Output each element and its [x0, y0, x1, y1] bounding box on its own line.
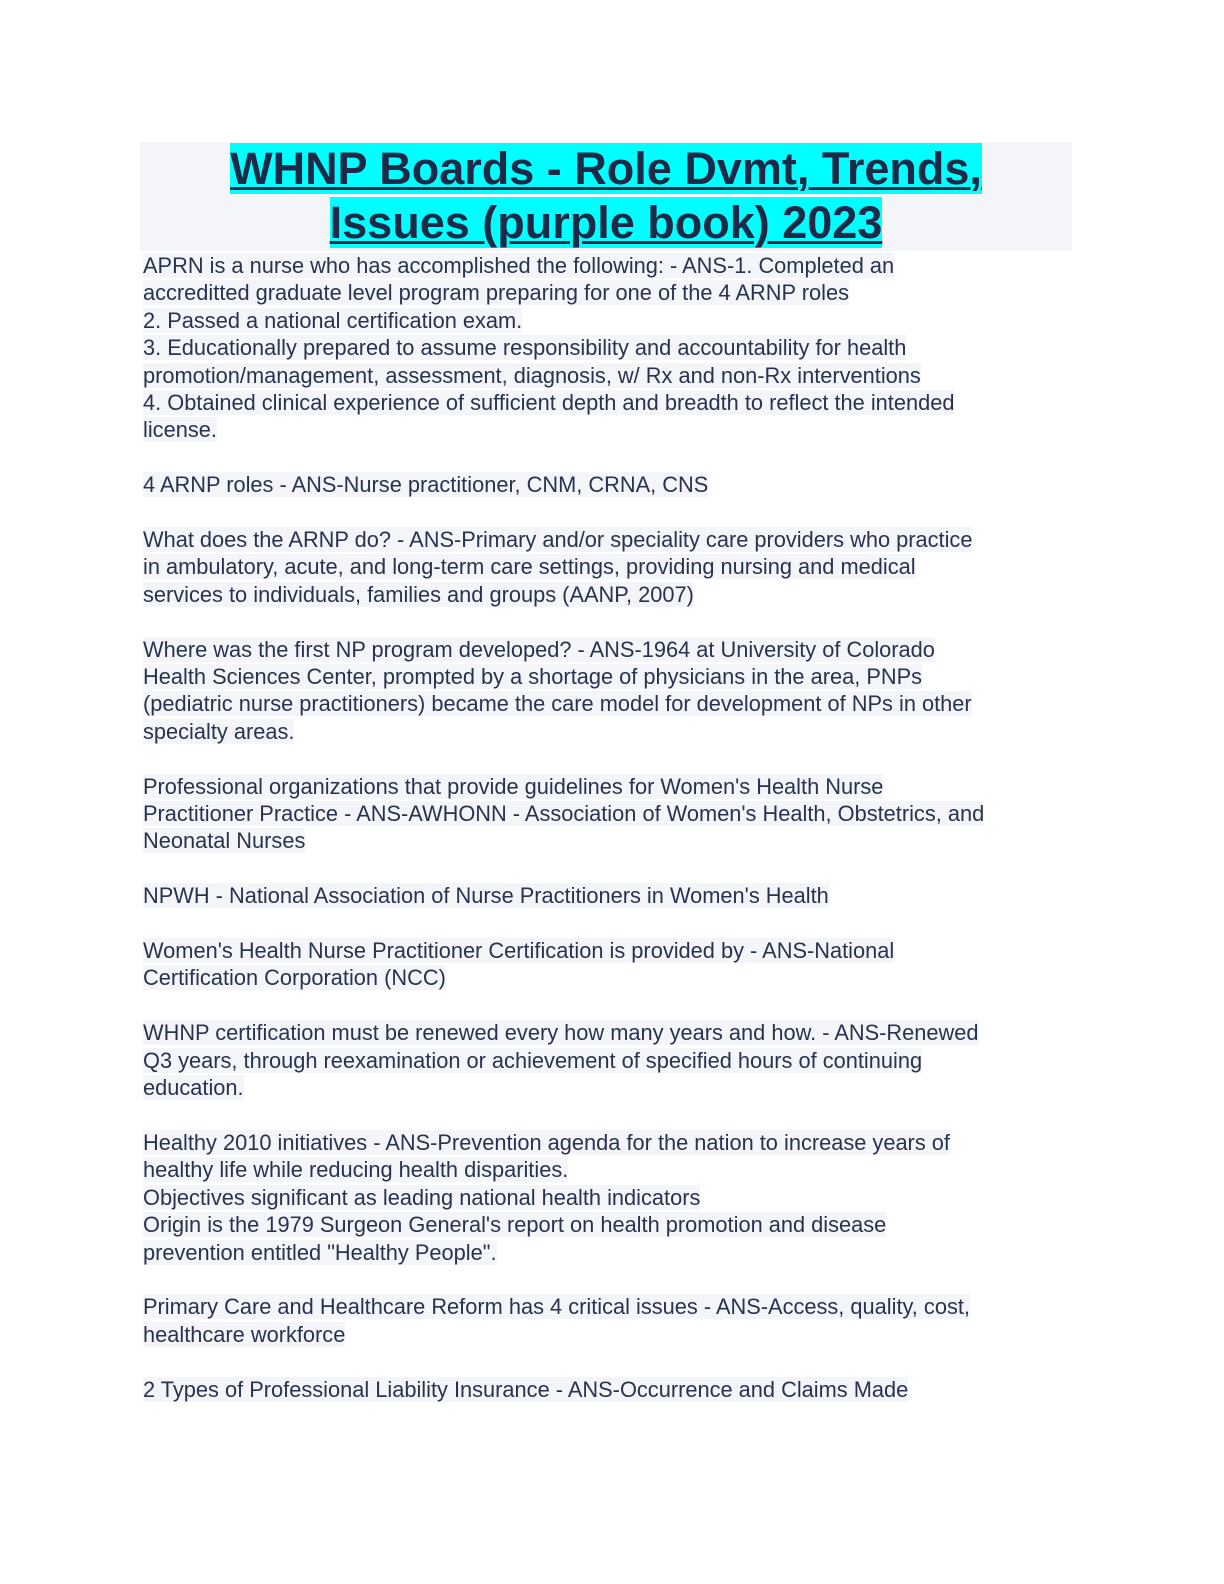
text-line	[143, 1211, 1072, 1238]
text-line	[143, 964, 1072, 991]
text-line-content: Practitioner Practice - ANS-AWHONN - Association of Women's Health, Obstetrics, and	[143, 801, 985, 827]
text-line-content: Q3 years, through reexamination or achievement of specified hours of continuing	[143, 1047, 923, 1073]
text-line-content: NPWH - National Association of Nurse Practitioners in Women's Health	[143, 883, 829, 909]
text-line-content: healthy life while reducing health disparities.	[143, 1157, 569, 1183]
text-line	[143, 581, 1072, 608]
text-line	[143, 1293, 1072, 1320]
text-line-content: Objectives significant as leading national health indicators	[143, 1184, 701, 1210]
text-line	[143, 800, 1072, 827]
qa-paragraph	[143, 937, 1072, 992]
text-line	[143, 773, 1072, 800]
title-line-1: WHNP Boards - Role Dvmt, Trends,	[230, 143, 982, 194]
text-line	[143, 690, 1072, 717]
qa-paragraph	[143, 773, 1072, 855]
text-line-content: specialty areas.	[143, 718, 295, 744]
text-line-content: APRN is a nurse who has accomplished the following: - ANS-1. Completed an	[143, 253, 895, 278]
document-title	[140, 142, 1072, 251]
qa-paragraph	[143, 882, 1072, 909]
text-line-content: 3. Educationally prepared to assume responsibility and accountability for health	[143, 335, 907, 361]
text-line	[143, 663, 1072, 690]
text-line-content: healthcare workforce	[143, 1321, 346, 1347]
text-line-content: education.	[143, 1075, 244, 1101]
text-line-content: prevention entitled "Healthy People".	[143, 1239, 497, 1265]
text-line-content: Primary Care and Healthcare Reform has 4 critical issues - ANS-Access, quality, cost,	[143, 1294, 970, 1320]
text-line	[143, 1129, 1072, 1156]
text-line	[143, 471, 1072, 498]
text-line-content: services to individuals, families and groups (AANP, 2007)	[143, 581, 694, 607]
text-line-content: 4. Obtained clinical experience of sufficient depth and breadth to reflect the intended	[143, 390, 955, 416]
qa-paragraph	[143, 1376, 1072, 1403]
text-line	[143, 1376, 1072, 1403]
document-body	[140, 252, 1072, 1403]
text-line-content: (pediatric nurse practitioners) became the care model for development of NPs in other	[143, 691, 972, 717]
text-line-content: license.	[143, 417, 217, 443]
text-line	[143, 718, 1072, 745]
text-line	[143, 1019, 1072, 1046]
text-line	[143, 252, 1072, 279]
text-line	[143, 279, 1072, 306]
text-line-content: WHNP certification must be renewed every how many years and how. - ANS-Renewed	[143, 1020, 979, 1046]
text-line	[143, 307, 1072, 334]
text-line-content: Neonatal Nurses	[143, 828, 306, 854]
qa-paragraph	[143, 1129, 1072, 1266]
text-line-content: 4 ARNP roles - ANS-Nurse practitioner, CNM, CRNA, CNS	[143, 472, 709, 498]
text-line	[143, 1321, 1072, 1348]
text-line-content: Certification Corporation (NCC)	[143, 965, 446, 991]
text-line	[143, 827, 1072, 854]
text-line	[143, 1184, 1072, 1211]
text-line-content: Healthy 2010 initiatives - ANS-Prevention agenda for the nation to increase years of	[143, 1129, 950, 1155]
text-line	[143, 882, 1072, 909]
text-line	[143, 362, 1072, 389]
text-line	[143, 334, 1072, 361]
title-line-2: Issues (purple book) 2023	[329, 197, 883, 248]
text-line	[143, 1047, 1072, 1074]
qa-paragraph	[143, 1019, 1072, 1101]
text-line-content: accreditted graduate level program preparing for one of the 4 ARNP roles	[143, 280, 849, 306]
text-line	[143, 636, 1072, 663]
text-line-content: 2. Passed a national certification exam.	[143, 307, 523, 333]
text-line-content: Women's Health Nurse Practitioner Certification is provided by - ANS-National	[143, 938, 895, 964]
text-line-content: Where was the first NP program developed? - ANS-1964 at University of Colorado	[143, 636, 935, 662]
text-line-content: Health Sciences Center, prompted by a shortage of physicians in the area, PNPs	[143, 664, 923, 690]
text-line	[143, 1156, 1072, 1183]
qa-paragraph	[143, 252, 1072, 444]
text-line-content: 2 Types of Professional Liability Insurance - ANS-Occurrence and Claims Made	[143, 1376, 909, 1402]
text-line	[143, 1239, 1072, 1266]
document-page	[140, 142, 1072, 1430]
text-line-content: Origin is the 1979 Surgeon General's report on health promotion and disease	[143, 1212, 887, 1238]
text-line	[143, 416, 1072, 443]
text-line	[143, 389, 1072, 416]
qa-paragraph	[143, 526, 1072, 608]
text-line	[143, 937, 1072, 964]
text-line-content: in ambulatory, acute, and long-term care settings, providing nursing and medical	[143, 554, 916, 580]
text-line-content: Professional organizations that provide guidelines for Women's Health Nurse	[143, 773, 884, 799]
qa-paragraph	[143, 471, 1072, 498]
qa-paragraph	[143, 636, 1072, 746]
text-line-content: What does the ARNP do? - ANS-Primary and/or speciality care providers who practice	[143, 527, 973, 553]
qa-paragraph	[143, 1293, 1072, 1348]
text-line	[143, 553, 1072, 580]
text-line	[143, 526, 1072, 553]
text-line	[143, 1074, 1072, 1101]
text-line-content: promotion/management, assessment, diagnosis, w/ Rx and non-Rx interventions	[143, 362, 921, 388]
